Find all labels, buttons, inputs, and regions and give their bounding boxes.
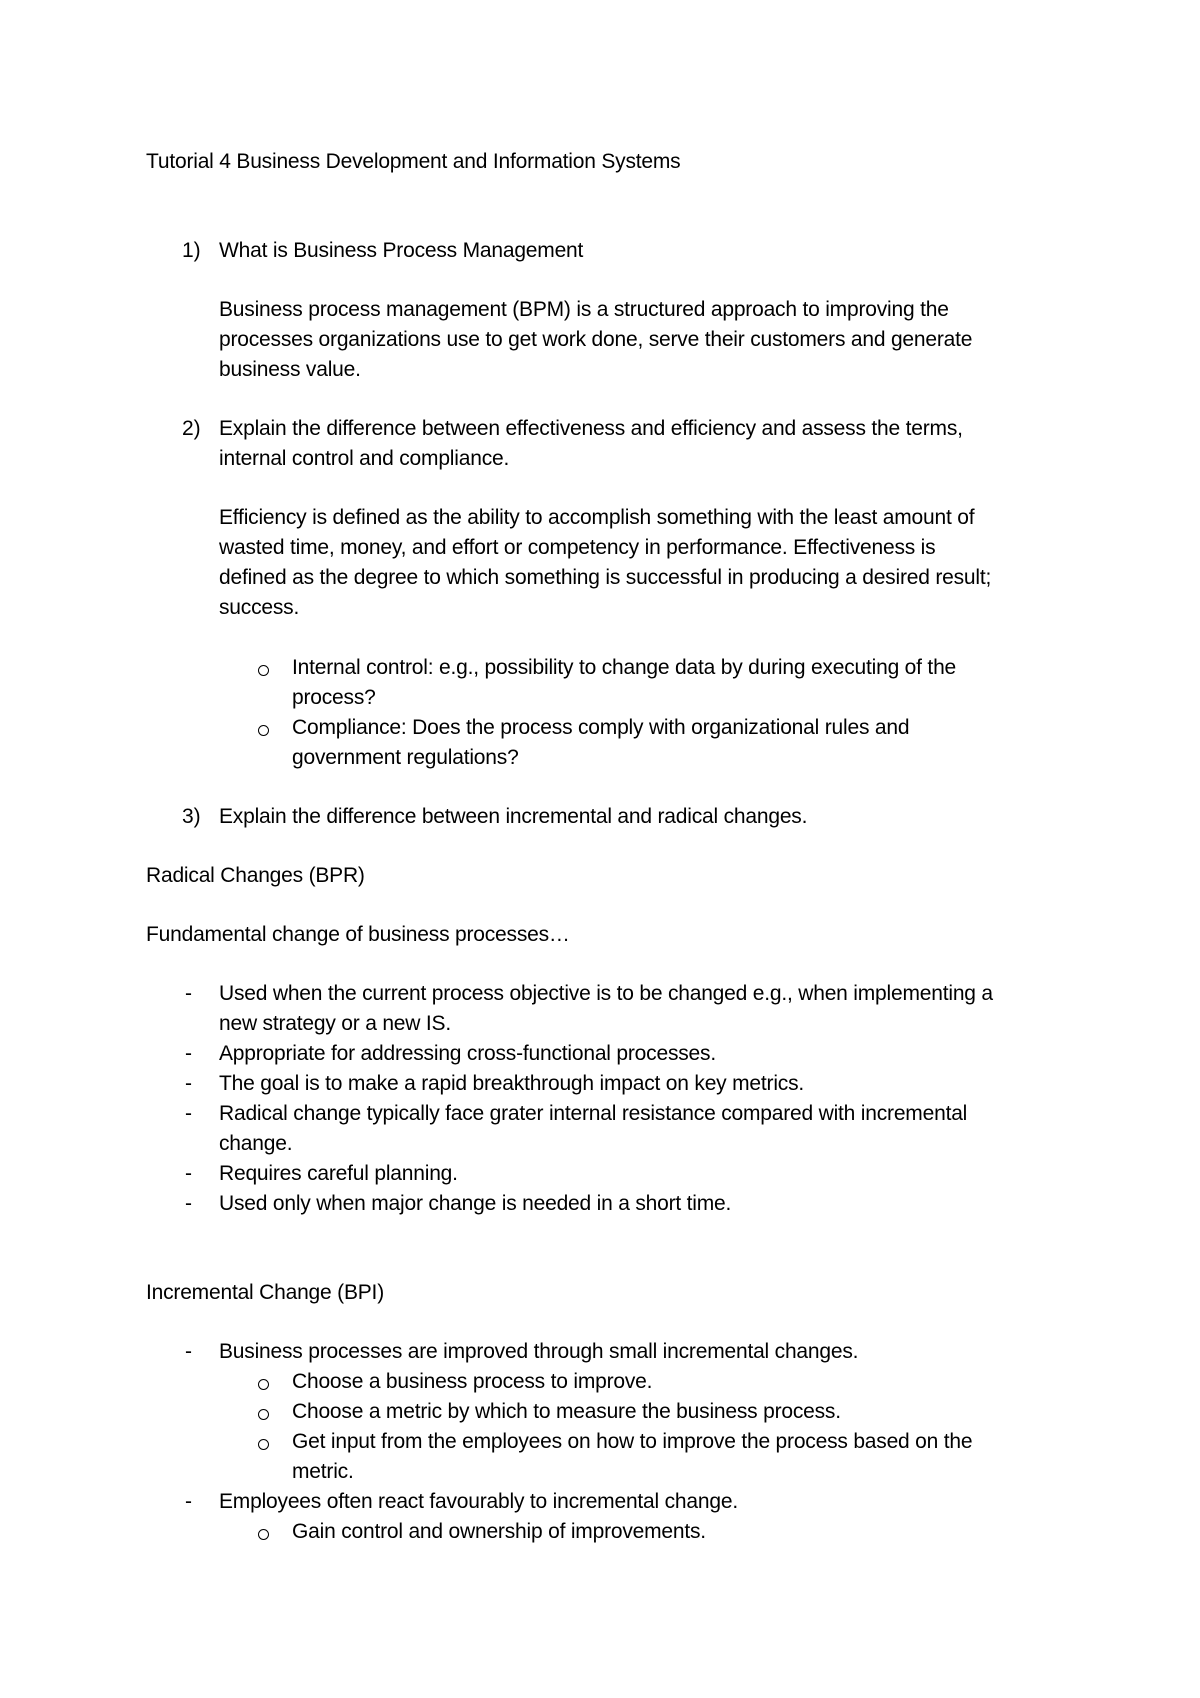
q1-number: 1) — [182, 239, 201, 262]
q2-answer-line-1: Efficiency is defined as the ability to accomplish something with the least amount of — [219, 506, 975, 529]
radical-item-5: Requires careful planning. — [219, 1162, 458, 1185]
incremental-heading: Incremental Change (BPI) — [146, 1281, 384, 1304]
q2-answer-line-3: defined as the degree to which something is successful in producing a desired result; — [219, 566, 992, 589]
dash-bullet: - — [185, 1192, 192, 1215]
q2-question-line-1: Explain the difference between effectiveness and efficiency and assess the terms, — [219, 417, 963, 440]
circle-bullet-icon — [258, 725, 269, 736]
q2-answer-line-4: success. — [219, 596, 300, 619]
circle-bullet-icon — [258, 1529, 269, 1540]
incremental-item-2: Employees often react favourably to incremental change. — [219, 1490, 738, 1513]
q3-question: Explain the difference between incremental and radical changes. — [219, 805, 808, 828]
radical-item-1-line-1: Used when the current process objective is to be changed e.g., when implementing a — [219, 982, 993, 1005]
radical-item-1-line-2: new strategy or a new IS. — [219, 1012, 451, 1035]
document-title: Tutorial 4 Business Development and Information Systems — [146, 150, 681, 173]
q3-number: 3) — [182, 805, 201, 828]
q1-answer-line-2: processes organizations use to get work done, serve their customers and generate — [219, 328, 973, 351]
radical-heading: Radical Changes (BPR) — [146, 864, 365, 887]
q2-question-line-2: internal control and compliance. — [219, 447, 510, 470]
radical-intro: Fundamental change of business processes… — [146, 923, 570, 946]
radical-item-6: Used only when major change is needed in a short time. — [219, 1192, 732, 1215]
circle-bullet-icon — [258, 665, 269, 676]
dash-bullet: - — [185, 1042, 192, 1065]
circle-bullet-icon — [258, 1439, 269, 1450]
circle-bullet-icon — [258, 1379, 269, 1390]
incremental-sub-1: Choose a business process to improve. — [292, 1370, 653, 1393]
radical-item-4-line-1: Radical change typically face grater internal resistance compared with incremental — [219, 1102, 968, 1125]
q2-sub-bullet-1-line-1: Internal control: e.g., possibility to change data by during executing of the — [292, 656, 957, 679]
radical-item-3: The goal is to make a rapid breakthrough impact on key metrics. — [219, 1072, 805, 1095]
radical-item-2: Appropriate for addressing cross-functional processes. — [219, 1042, 716, 1065]
dash-bullet: - — [185, 1490, 192, 1513]
q2-answer-line-2: wasted time, money, and effort or competency in performance. Effectiveness is — [219, 536, 936, 559]
q2-number: 2) — [182, 417, 201, 440]
dash-bullet: - — [185, 1340, 192, 1363]
q2-sub-bullet-1-line-2: process? — [292, 686, 376, 709]
q1-question: What is Business Process Management — [219, 239, 584, 262]
q1-answer-line-1: Business process management (BPM) is a structured approach to improving the — [219, 298, 949, 321]
incremental-item-1: Business processes are improved through small incremental changes. — [219, 1340, 859, 1363]
dash-bullet: - — [185, 1162, 192, 1185]
circle-bullet-icon — [258, 1409, 269, 1420]
q2-sub-bullet-2-line-2: government regulations? — [292, 746, 519, 769]
incremental-sub-3-line-2: metric. — [292, 1460, 354, 1483]
q2-sub-bullet-2-line-1: Compliance: Does the process comply with organizational rules and — [292, 716, 910, 739]
q1-answer-line-3: business value. — [219, 358, 361, 381]
incremental-sub-2: Choose a metric by which to measure the business process. — [292, 1400, 841, 1423]
incremental-sub-4: Gain control and ownership of improvements. — [292, 1520, 706, 1543]
dash-bullet: - — [185, 1102, 192, 1125]
incremental-sub-3-line-1: Get input from the employees on how to improve the process based on the — [292, 1430, 973, 1453]
dash-bullet: - — [185, 982, 192, 1005]
dash-bullet: - — [185, 1072, 192, 1095]
radical-item-4-line-2: change. — [219, 1132, 293, 1155]
